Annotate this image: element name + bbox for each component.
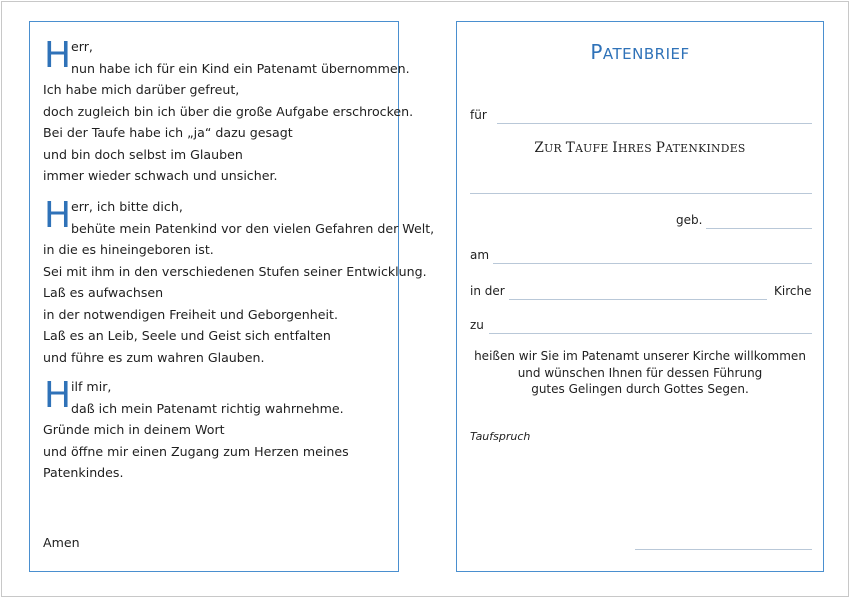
label-zu: zu (470, 318, 484, 332)
prayer-line: nun habe ich für ein Kind ein Patenamt übernommen. (71, 60, 410, 76)
certificate-title (457, 40, 823, 64)
subtitle-part: Z (534, 140, 545, 156)
subtitle-part: P (655, 140, 666, 156)
church-line (509, 299, 767, 300)
drop-cap: H (44, 35, 72, 76)
subtitle-part: I (612, 140, 618, 156)
signature-line (635, 549, 812, 550)
blessing-line: heißen wir Sie im Patenamt unserer Kirche willkommen (474, 349, 806, 363)
drop-cap: H (44, 375, 72, 416)
title-initial: P (590, 40, 603, 64)
first-line-text: err, (71, 39, 93, 54)
prayer-line: Patenkindes. (43, 465, 124, 480)
prayer-stanza-1 (43, 35, 414, 187)
prayer-line: Bei der Taufe habe ich „ja“ dazu gesagt (43, 125, 293, 140)
prayer-line: Laß es an Leib, Seele und Geist sich entfalten (43, 328, 331, 343)
blessing-text (457, 348, 823, 398)
subtitle-part: UR (544, 142, 566, 155)
fuer-line (497, 123, 812, 124)
prayer-panel (29, 21, 435, 572)
label-kirche: Kirche (774, 284, 812, 298)
prayer-line: Ich habe mich darüber gefreut, (43, 82, 240, 97)
label-taufspruch: Taufspruch (470, 430, 531, 443)
label-am: am (470, 248, 490, 262)
prayer-line: behüte mein Patenkind vor den vielen Gefahren der Welt, (71, 220, 435, 236)
blessing-line: gutes Gelingen durch Gottes Segen. (531, 382, 749, 396)
prayer-line: Laß es aufwachsen (43, 285, 164, 300)
geb-line (706, 228, 812, 229)
prayer-line: doch zugleich bin ich über die große Aufgabe erschrocken. (43, 103, 414, 119)
prayer-line: in die es hineingeboren ist. (43, 242, 214, 257)
prayer-line: Gründe mich in deinem Wort (43, 422, 225, 437)
amen: Amen (43, 535, 80, 550)
title-rest: ATENBRIEF (602, 45, 690, 63)
prayer-line: und öffne mir einen Zugang zum Herzen meines (43, 443, 349, 459)
blessing-line: und wünschen Ihnen für dessen Führung (517, 365, 763, 380)
prayer-line: immer wieder schwach und unsicher. (43, 168, 278, 183)
subtitle-part: ATENKINDES (665, 142, 746, 155)
prayer-line: und bin doch selbst im Glauben (43, 146, 243, 162)
label-geb: geb. (676, 213, 703, 227)
certificate-panel (456, 21, 824, 572)
label-fuer: für (470, 108, 487, 122)
prayer-line: und führe es zum wahren Glauben. (43, 349, 265, 365)
label-in-der: in der (470, 284, 505, 298)
drop-cap: H (44, 195, 72, 236)
first-line-text: ilf mir, (71, 379, 112, 394)
prayer-line: Sei mit ihm in den verschiedenen Stufen seiner Entwicklung. (43, 263, 427, 279)
subtitle-part: T (565, 140, 576, 156)
name-line (470, 193, 812, 194)
subtitle-part: HRES (617, 142, 656, 155)
certificate-subtitle (457, 140, 823, 156)
prayer-line: in der notwendigen Freiheit und Geborgenheit. (43, 306, 338, 322)
zu-line (489, 333, 812, 334)
prayer-stanza-3 (43, 376, 393, 484)
prayer-stanza-2 (43, 195, 435, 368)
first-line-text: err, ich bitte dich, (71, 199, 183, 214)
am-line (493, 263, 812, 264)
prayer-line: daß ich mein Patenamt richtig wahrnehme. (71, 400, 344, 416)
subtitle-part: AUFE (575, 142, 613, 155)
